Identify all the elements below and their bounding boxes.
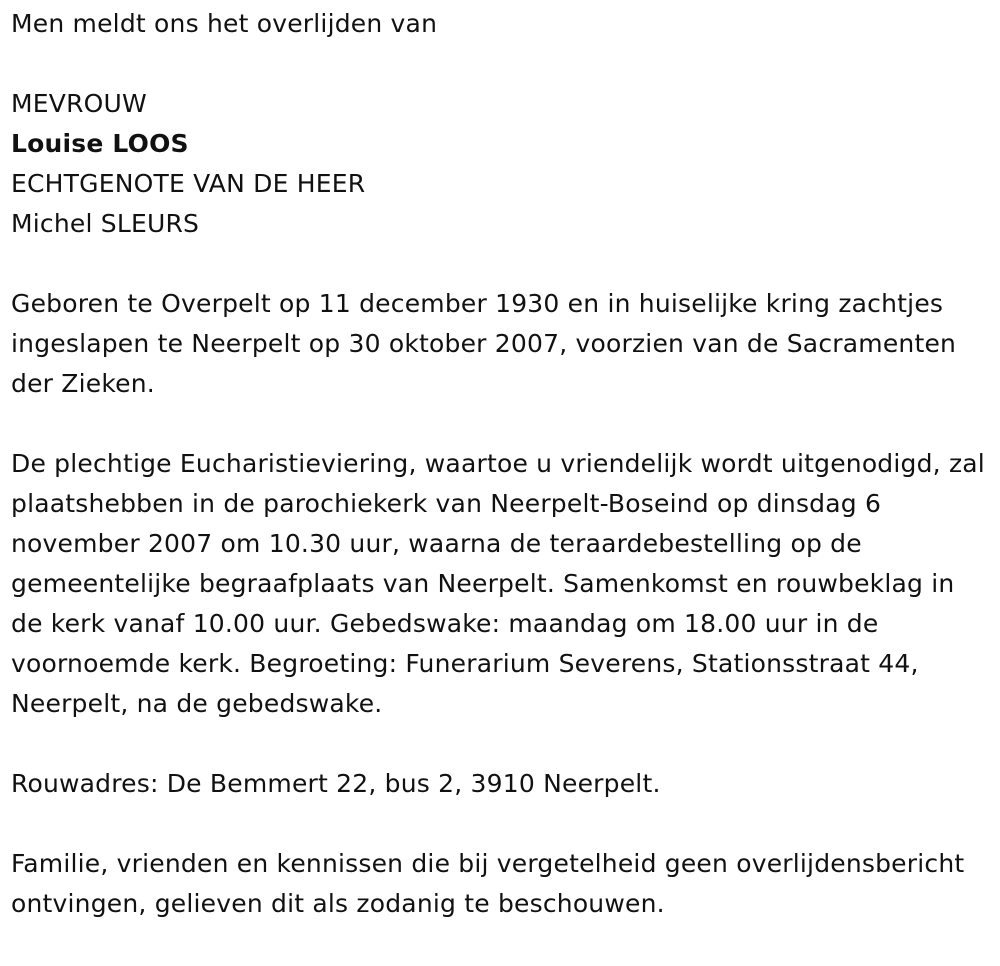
closing-paragraph: Familie, vrienden en kennissen die bij vergetelheid geen overlijdensbericht ontvingen, gelieven dit als zodanig te beschouwen. — [11, 849, 965, 918]
funeral-paragraph: De plechtige Eucharistieviering, waartoe u vriendelijk wordt uitgenodigd, zal plaatshebben in de parochiekerk van Neerpelt-Boseind op dinsdag 6 november 2007 om 10.30 uur, waarna de teraardebestelling op de gemeentelijke begraafplaats van Neerpelt. Samenkomst en rouwbeklag in de kerk vanaf 10.00 uur. Gebedswake: maandag om 18.00 uur in de voornoemde kerk. Begroeting: Funerarium Severens, Stationsstraat 44, Neerpelt, na de gebedswake. — [11, 449, 985, 718]
deceased-name: Louise LOOS — [11, 129, 189, 158]
spouse-name: Michel SLEURS — [11, 209, 200, 238]
spacer — [11, 244, 986, 284]
spacer — [11, 724, 986, 764]
spacer — [11, 44, 986, 84]
obituary-notice — [11, 4, 986, 924]
intro-line: Men meldt ons het overlijden van — [11, 9, 438, 38]
spouse-label: ECHTGENOTE VAN DE HEER — [11, 169, 366, 198]
title-prefix: MEVROUW — [11, 89, 147, 118]
birth-death-paragraph: Geboren te Overpelt op 11 december 1930 en in huiselijke kring zachtjes ingeslapen te Neerpelt op 30 oktober 2007, voorzien van de Sacramenten der Zieken. — [11, 289, 957, 398]
spacer — [11, 804, 986, 844]
mourning-address: Rouwadres: De Bemmert 22, bus 2, 3910 Neerpelt. — [11, 769, 661, 798]
spacer — [11, 404, 986, 444]
